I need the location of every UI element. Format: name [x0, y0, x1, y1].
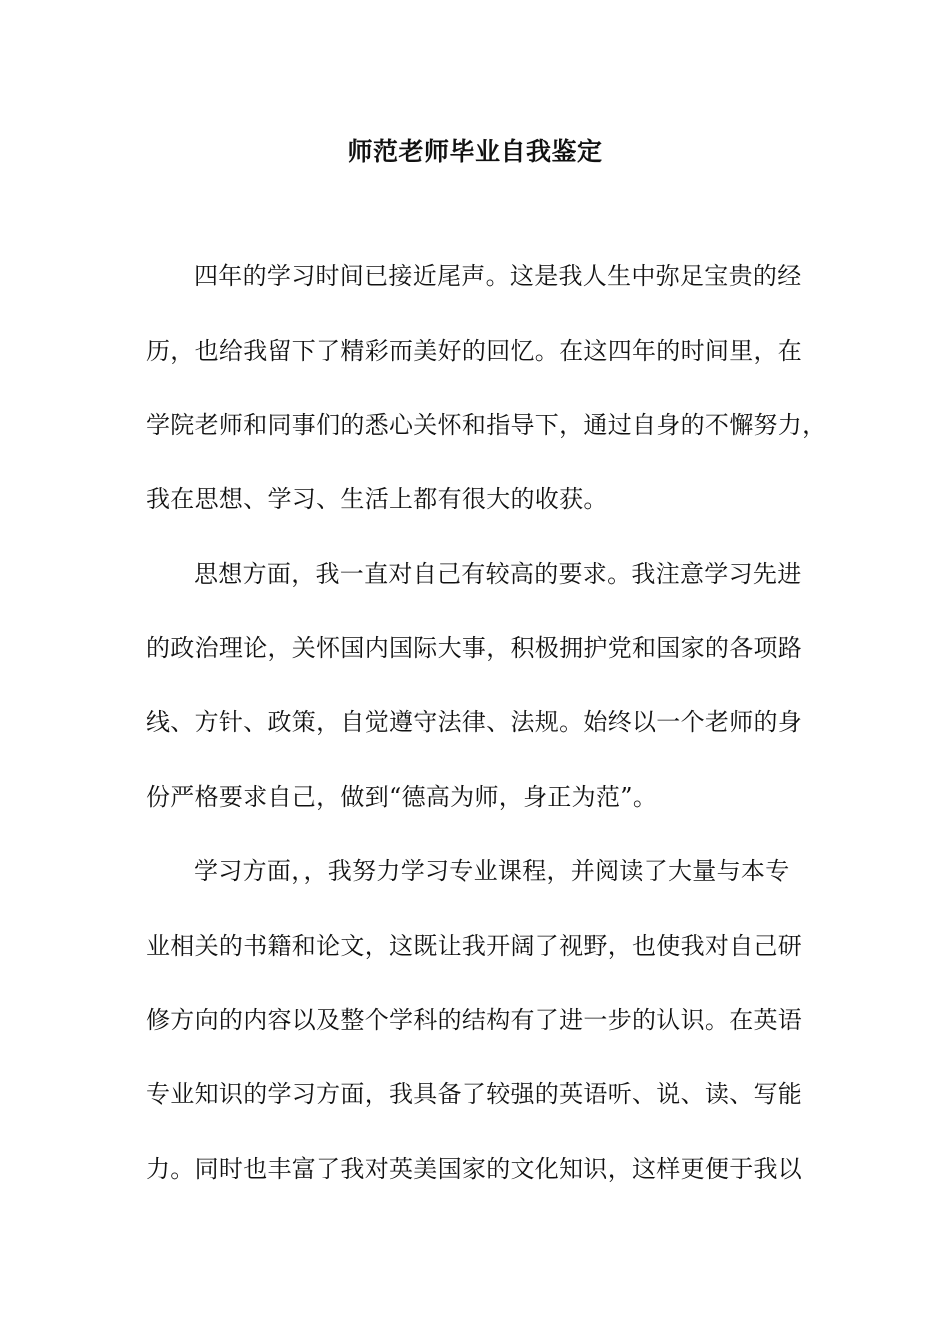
paragraph-line: 的政治理论，关怀国内国际大事，积极拥护党和国家的各项路	[146, 634, 803, 662]
paragraph-line: 份严格要求自己，做到“德高为师，身正为范”。	[146, 783, 658, 811]
paragraph-line: 力。同时也丰富了我对英美国家的文化知识，这样更便于我以	[146, 1155, 803, 1183]
paragraph-line: 学习方面，，我努力学习专业课程，并阅读了大量与本专	[194, 857, 790, 885]
paragraph-line: 思想方面，我一直对自己有较高的要求。我注意学习先进	[194, 560, 802, 588]
paragraph-line: 四年的学习时间已接近尾声。这是我人生中弥足宝贵的经	[194, 262, 802, 290]
paragraph-line: 修方向的内容以及整个学科的结构有了进一步的认识。在英语	[146, 1006, 803, 1034]
paragraph-line: 线、方针、政策，自觉遵守法律、法规。始终以一个老师的身	[146, 708, 803, 736]
document-title: 师范老师毕业自我鉴定	[347, 137, 603, 166]
paragraph-line: 学院老师和同事们的悉心关怀和指导下，通过自身的不懈努力，	[146, 411, 827, 439]
paragraph-line: 业相关的书籍和论文，这既让我开阔了视野，也使我对自己研	[146, 932, 803, 960]
paragraph-line: 专业知识的学习方面，我具备了较强的英语听、说、读、写能	[146, 1080, 803, 1108]
paragraph-line: 我在思想、学习、生活上都有很大的收获。	[146, 485, 608, 513]
paragraph-line: 历，也给我留下了精彩而美好的回忆。在这四年的时间里，在	[146, 337, 803, 365]
